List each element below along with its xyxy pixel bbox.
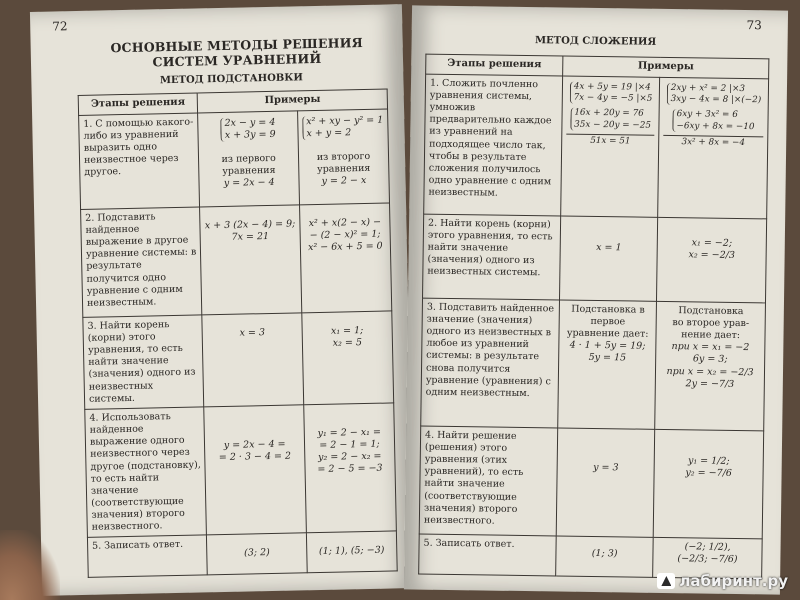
table-row — [83, 311, 394, 410]
answer-cell — [306, 531, 397, 573]
equation: y = 2x − 4 = — [223, 438, 286, 451]
watermark — [657, 572, 788, 590]
answer: (−2; 1/2), — [684, 541, 731, 553]
addition-table — [418, 54, 769, 580]
step-text: 2. Подставить найденное выражение в другое уравнение системы: в результате получится одно уравнение с одним неизвестным. — [81, 207, 203, 317]
note: первое — [590, 315, 626, 328]
equation: x₂ = −2/3 — [688, 249, 735, 261]
substitution-table — [78, 88, 398, 578]
example-cell — [561, 76, 660, 217]
equation: 7x = 21 — [231, 230, 270, 243]
note: уравнение дает: — [566, 327, 649, 340]
equation: y₁ = 2 − x₁ = — [317, 426, 382, 439]
equation: x² + xy − y² = 1 — [306, 114, 384, 127]
note: нение дает: — [681, 329, 741, 342]
step-text: 1. Сложить почленно уравнения системы, умножив предварительно каждое из уравнений на подходящее число так, чтобы в результате сложения получилось одно уравнение с одним неизвестным. — [424, 74, 563, 216]
step-text: 4. Использовать найденное выражение одного неизвестного через другое (подстановку), то есть найти значение (соответствующие значения) второго неизвестного. — [85, 407, 207, 538]
equation: при x = x₂ = −2/3 — [666, 365, 754, 378]
equation: x = 1 — [596, 241, 622, 254]
equation: x₁ = 1; — [330, 324, 364, 337]
example-cell — [658, 77, 769, 219]
equation: −6xy + 8x = −10 — [676, 120, 755, 132]
table-row — [424, 74, 769, 219]
examples-header: Примеры — [563, 56, 769, 79]
note: во второе урав- — [672, 317, 750, 330]
equation: 7x − 4y = −5 |×5 — [573, 92, 653, 104]
equation-system — [220, 117, 275, 142]
table-row — [421, 298, 766, 431]
table-row — [423, 214, 767, 303]
equation: 2xy + x² = 2 |×3 — [670, 82, 746, 94]
example-cell — [297, 109, 389, 205]
equation-system — [672, 109, 754, 133]
example-cell — [304, 403, 397, 533]
example-cell — [655, 301, 766, 431]
table-row — [85, 403, 397, 538]
example-cell — [302, 311, 394, 405]
equation: = 2 − 1 = 1; — [319, 438, 380, 452]
step-text: 1. С помощью какого-либо из уравнений выразить одно неизвестное через другое. — [79, 113, 200, 209]
note: из первого — [221, 152, 276, 166]
equation: y = 2 − x — [321, 175, 367, 188]
equation-system — [570, 81, 653, 105]
watermark-text: лабиринт.ру — [679, 572, 788, 590]
note: из второго — [316, 150, 371, 164]
equation: − (2 − x)² = 1; — [309, 228, 381, 242]
equation: y = 2x − 4 — [223, 177, 275, 190]
thumb-shadow — [0, 530, 60, 600]
table-row — [87, 531, 397, 577]
example-cell — [556, 428, 654, 537]
labirint-logo-icon — [657, 573, 675, 589]
step-text: 3. Найти корень (корни) этого уравнения, то есть найти значение (значения) одного из неизвестных системы. — [83, 315, 204, 410]
equation: x + 3 (2x − 4) = 9; — [204, 218, 296, 232]
answer-cell — [207, 533, 307, 575]
page-number: 73 — [746, 18, 762, 33]
example-cell — [200, 205, 302, 315]
example-cell — [204, 405, 306, 536]
equation-system — [302, 114, 384, 140]
equation: 3xy − 4x = 8 |×(−2) — [670, 94, 762, 106]
left-page — [30, 4, 414, 596]
equation: x + y = 2 — [306, 127, 352, 140]
method-title: МЕТОД СЛОЖЕНИЯ — [534, 35, 657, 48]
equation: x² − 6x + 5 = 0 — [307, 240, 383, 254]
equation: x = 3 — [239, 326, 266, 339]
example-cell — [202, 313, 303, 407]
equation: 6xy + 3x² = 6 — [676, 109, 738, 121]
step-text: 2. Найти корень (корни) этого уравнения, то есть найти значение (значения) одного из неизвестных системы. — [423, 214, 561, 300]
example-cell — [558, 300, 657, 429]
example-cell — [198, 111, 299, 207]
equation: y₂ = −7/6 — [685, 467, 732, 479]
table-row — [79, 109, 390, 209]
equation: = 2 · 3 − 4 = 2 — [218, 450, 292, 464]
table-row — [81, 203, 392, 317]
equation: при x = x₁ = −2 — [671, 341, 750, 354]
equation: 4x + 5y = 19 |×4 — [573, 81, 651, 93]
answer: (3; 2) — [243, 547, 270, 560]
example-cell — [653, 429, 763, 539]
step-text: 5. Записать ответ. — [87, 535, 207, 577]
example-cell — [560, 216, 658, 301]
equation: x + 3y = 9 — [224, 128, 276, 141]
note: уравнения — [222, 165, 276, 178]
note: Подстановка — [678, 304, 744, 317]
right-page — [404, 5, 788, 594]
answer-cell — [556, 536, 654, 577]
equation: 51x = 51 — [590, 135, 631, 147]
equation: 2x − y = 4 — [224, 116, 276, 129]
equation-system — [667, 83, 762, 107]
note: уравнения — [316, 163, 371, 176]
equation: 35x − 20y = −25 — [574, 119, 652, 131]
equation: 5y = 15 — [588, 352, 627, 364]
note: Подстановка в — [571, 303, 645, 316]
answer: (1; 3) — [591, 547, 618, 560]
page-number: 72 — [52, 19, 68, 34]
step-text: 4. Найти решение (решения) этого уравнения (этих уравнений), то есть найти значение (соответствующие значения) второго неизвестного. — [419, 426, 558, 536]
equation: 6y = 3; — [692, 353, 728, 366]
equation: 3x² + 8x = −4 — [681, 136, 746, 148]
equation: x₂ = 5 — [332, 337, 363, 349]
equation: 4 · 1 + 5y = 19; — [569, 339, 646, 352]
equation: y₂ = 2 − x₂ = — [317, 450, 382, 464]
equation: y = 3 — [593, 461, 619, 474]
step-text: 5. Записать ответ. — [419, 534, 557, 576]
equation: y₁ = 1/2; — [687, 455, 730, 467]
method-title: МЕТОД ПОДСТАНОВКИ — [159, 72, 303, 87]
main-title: ОСНОВНЫЕ МЕТОДЫ РЕШЕНИЯ СИСТЕМ УРАВНЕНИЙ — [110, 34, 363, 70]
examples-header: Примеры — [198, 89, 388, 113]
equation: = 2 − 5 = −3 — [317, 463, 383, 476]
table-row — [419, 426, 763, 539]
steps-header: Этапы решения — [78, 93, 198, 115]
equation: 16x + 20y = 76 — [574, 107, 644, 119]
answer: (−2/3; −7/6) — [677, 553, 738, 565]
answer: (1; 1), (5; −3) — [318, 545, 385, 558]
equation-system — [570, 108, 651, 132]
equation: x₁ = −2; — [691, 237, 733, 249]
example-cell — [299, 203, 391, 313]
equation: x² + x(2 − x) − — [308, 216, 382, 229]
step-text: 3. Подставить найденное значение (значения) одного из неизвестных в любое из уравнений системы: в результате снова получится уравнение (уравнения) с одним неизвестным. — [421, 298, 560, 428]
steps-header: Этапы решения — [426, 54, 563, 76]
equation: 2y = −7/3 — [685, 377, 735, 390]
example-cell — [657, 217, 767, 303]
